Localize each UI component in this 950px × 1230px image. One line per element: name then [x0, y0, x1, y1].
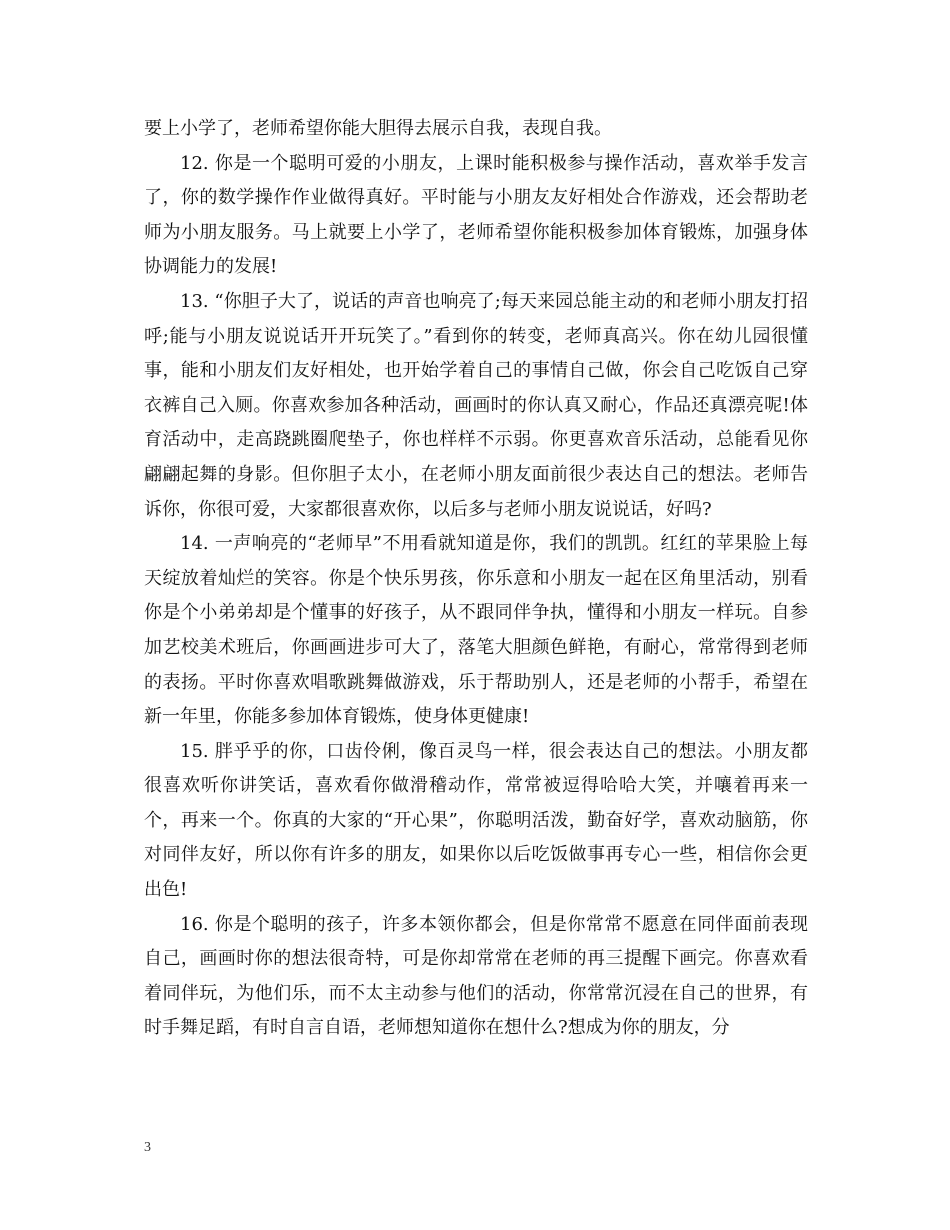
paragraph-item-13: 13. “你胆子大了，说话的声音也响亮了;每天来园总能主动的和老师小朋友打招呼;能与小朋友说说话开开玩笑了。”看到你的转变，老师真高兴。你在幼儿园很懂事，能和小朋友们友好相处，也开始学着自己的事情自己做，你会自己吃饭自己穿衣裤自己入厕。你喜欢参加各种活动，画画时的你认真又耐心，作品还真漂亮呢!体育活动中，走高跷跳圈爬垫子，你也样样不示弱。你更喜欢音乐活动，总能看见你翩翩起舞的身影。但你胆子太小，在老师小朋友面前很少表达自己的想法。老师告诉你，你很可爱，大家都很喜欢你，以后多与老师小朋友说说话，好吗? — [144, 290, 808, 520]
paragraph-continuation: 要上小学了，老师希望你能大胆得去展示自我，表现自我。 — [144, 118, 612, 139]
paragraph-item-15: 15. 胖乎乎的你，口齿伶俐，像百灵鸟一样，很会表达自己的想法。小朋友都很喜欢听你讲笑话，喜欢看你做滑稽动作，常常被逗得哈哈大笑，并嚷着再来一个，再来一个。你真的大家的“开心果”，你聪明活泼，勤奋好学，喜欢动脑筋，你对同伴友好，所以你有许多的朋友，如果你以后吃饭做事再专心一些，相信你会更出色! — [144, 740, 808, 901]
document-body — [144, 112, 808, 1046]
paragraph-item-16: 16. 你是个聪明的孩子，许多本领你都会，但是你常常不愿意在同伴面前表现自己，画画时你的想法很奇特，可是你却常常在老师的再三提醒下画完。你喜欢看着同伴玩，为他们乐，而不太主动参与他们的活动，你常常沉浸在自己的世界，有时手舞足蹈，有时自言自语，老师想知道你在想什么?想成为你的朋友，分 — [144, 913, 808, 1039]
paragraph-item-14: 14. 一声响亮的“老师早”不用看就知道是你，我们的凯凯。红红的苹果脸上每天绽放着灿烂的笑容。你是个快乐男孩，你乐意和小朋友一起在区角里活动，别看你是个小弟弟却是个懂事的好孩子，从不跟同伴争执，懂得和小朋友一样玩。自参加艺校美术班后，你画画进步可大了，落笔大胆颜色鲜艳，有耐心，常常得到老师的表扬。平时你喜欢唱歌跳舞做游戏，乐于帮助别人，还是老师的小帮手，希望在新一年里，你能多参加体育锻炼，使身体更健康! — [144, 533, 808, 728]
page-number: 3 — [144, 1140, 151, 1155]
paragraph-item-12: 12. 你是一个聪明可爱的小朋友，上课时能积极参与操作活动，喜欢举手发言了，你的数学操作作业做得真好。平时能与小朋友友好相处合作游戏，还会帮助老师为小朋友服务。马上就要上小学了，老师希望你能积极参加体育锻炼，加强身体协调能力的发展! — [144, 152, 808, 278]
